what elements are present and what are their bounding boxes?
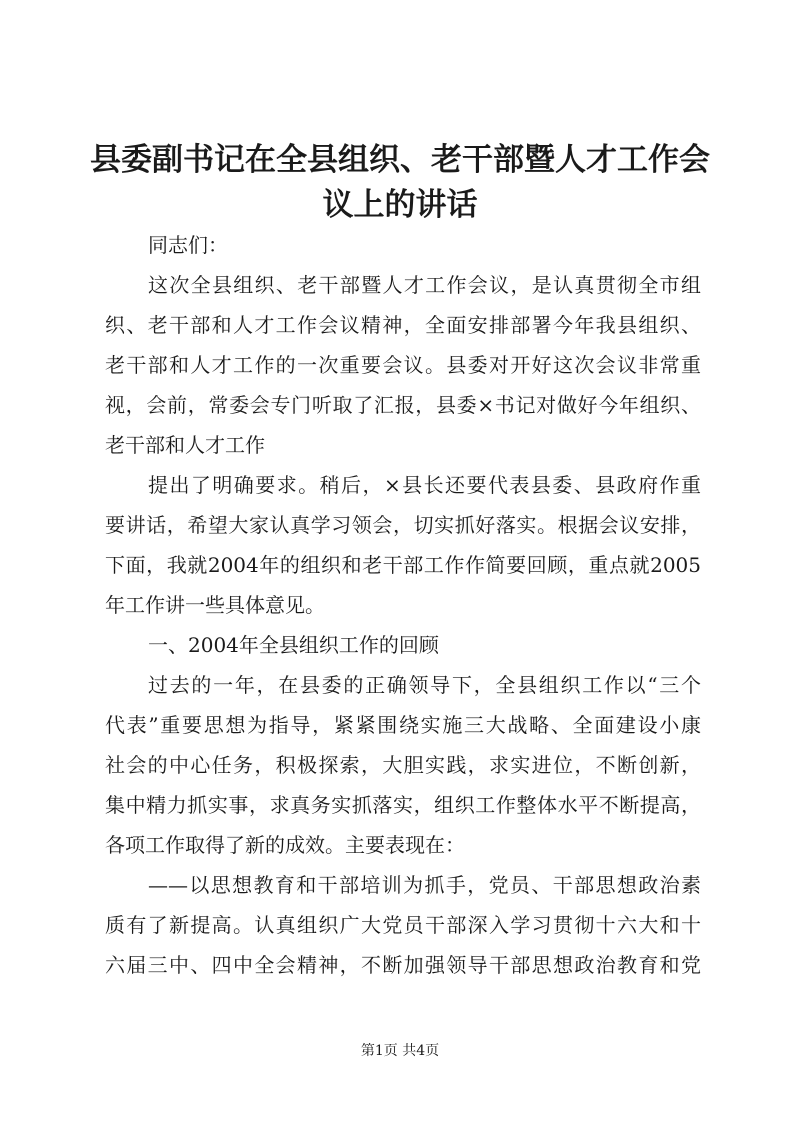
text-line: 质有了新提高。认真组织广大党员干部深入学习贯彻十六大和十: [105, 913, 701, 937]
text-line: 提出了明确要求。稍后，×县长还要代表县委、县政府作重: [148, 473, 701, 497]
text-line: 这次全县组织、老干部暨人才工作会议，是认真贯彻全市组: [148, 273, 701, 297]
text-line: 年工作讲一些具体意见。: [105, 593, 325, 617]
text-line: 下面，我就2004年的组织和老干部工作作简要回顾，重点就2005: [105, 553, 701, 577]
text-line: 集中精力抓实事，求真务实抓落实，组织工作整体水平不断提高，: [105, 793, 701, 817]
document-title-line-1: 县委副书记在全县组织、老干部暨人才工作会: [90, 142, 710, 178]
text-line: 织、老干部和人才工作会议精神，全面安排部署今年我县组织、: [105, 313, 701, 337]
text-line: 视，会前，常委会专门听取了汇报，县委×书记对做好今年组织、: [105, 393, 701, 417]
text-line: 要讲话，希望大家认真学习领会，切实抓好落实。根据会议安排，: [105, 513, 701, 537]
text-line: 社会的中心任务，积极探索，大胆实践，求实进位，不断创新，: [105, 753, 701, 777]
text-line: 老干部和人才工作的一次重要会议。县委对开好这次会议非常重: [105, 353, 701, 377]
text-line: 同志们：: [148, 233, 228, 257]
text-line: 各项工作取得了新的成效。主要表现在：: [105, 833, 465, 857]
text-line: 一、2004年全县组织工作的回顾: [148, 633, 439, 657]
document-title-line-2: 议上的讲话: [322, 187, 478, 223]
text-line: 六届三中、四中全会精神，不断加强领导干部思想政治教育和党: [105, 953, 701, 977]
text-line: 过去的一年，在县委的正确领导下，全县组织工作以“三个: [148, 673, 701, 697]
page-footer: 第1页 共4页: [360, 1043, 440, 1059]
text-line: 代表”重要思想为指导，紧紧围绕实施三大战略、全面建设小康: [105, 713, 701, 737]
text-line: ——以思想教育和干部培训为抓手，党员、干部思想政治素: [148, 873, 701, 897]
text-line: 老干部和人才工作: [105, 433, 265, 457]
